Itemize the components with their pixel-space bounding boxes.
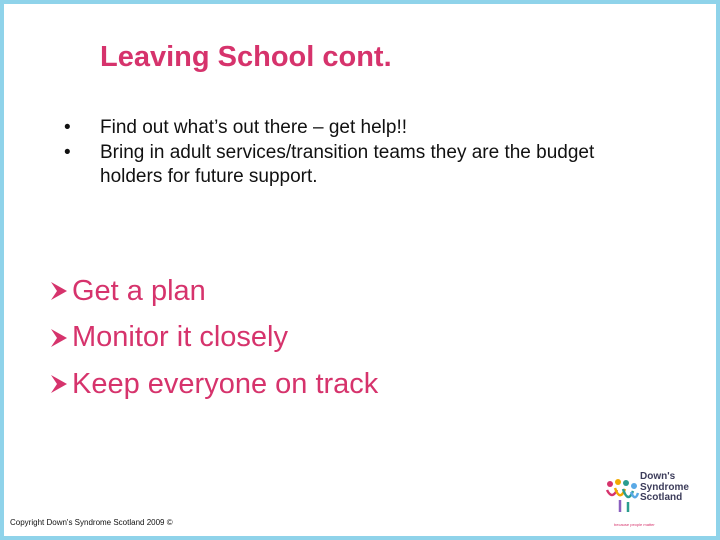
arrow-item	[50, 314, 378, 360]
arrow-item	[50, 268, 378, 314]
arrowhead-icon	[50, 328, 68, 348]
arrowhead-icon	[50, 374, 68, 394]
slide-title: Leaving School cont.	[100, 41, 392, 73]
arrow-item-label: Keep everyone on track	[72, 367, 379, 400]
bullet-list	[64, 116, 604, 190]
logo-tagline: because people matter	[614, 522, 655, 527]
arrowhead-icon	[50, 281, 68, 301]
down-syndrome-scotland-logo	[604, 470, 710, 532]
arrow-item-label: Get a plan	[72, 275, 206, 307]
bullet-item: • Find out what’s out there – get help!!	[64, 116, 604, 141]
arrow-item	[50, 361, 378, 407]
copyright-footer: Copyright Down's Syndrome Scotland 2009 ©	[10, 518, 173, 527]
bullet-item: • Bring in adult services/transition teams they are the budget holders for future support.	[64, 141, 604, 190]
arrow-list	[50, 268, 378, 407]
logo-wordmark: Down's Syndrome Scotland	[640, 471, 689, 503]
arrow-item-label: Monitor it closely	[72, 321, 288, 354]
